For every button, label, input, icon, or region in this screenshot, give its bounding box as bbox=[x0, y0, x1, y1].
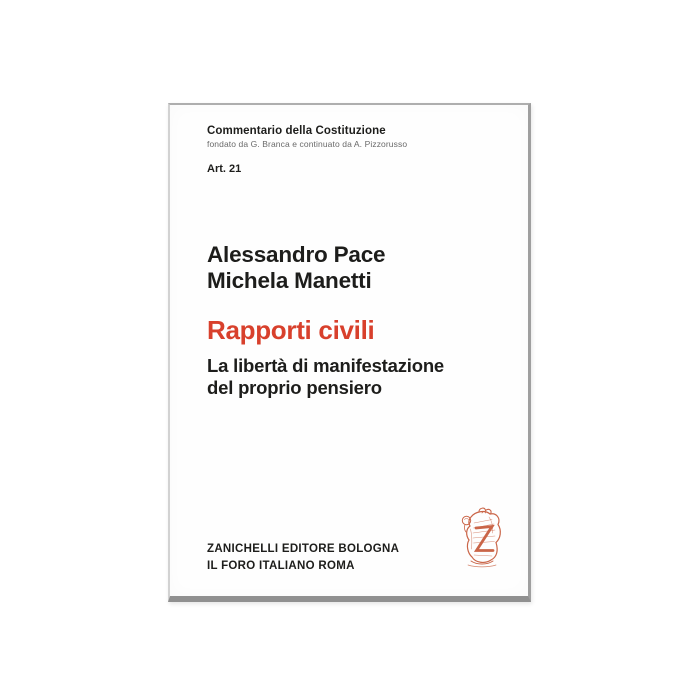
author-name: Michela Manetti bbox=[207, 268, 372, 293]
subtitle-line: del proprio pensiero bbox=[207, 376, 382, 398]
book-subtitle bbox=[207, 355, 444, 398]
book-cover bbox=[168, 103, 531, 602]
subtitle-line: La libertà di manifestazione bbox=[207, 355, 445, 376]
series-title: Commentario della Costituzione bbox=[207, 125, 386, 137]
series-founder-line: fondato da G. Branca e continuato da A. Pizzorusso bbox=[207, 139, 408, 149]
publisher-block bbox=[207, 541, 399, 575]
publisher-line: ZANICHELLI EDITORE BOLOGNA bbox=[207, 543, 400, 555]
publisher-line: IL FORO ITALIANO ROMA bbox=[207, 560, 355, 572]
zanichelli-emblem-icon bbox=[459, 504, 503, 570]
authors-block bbox=[207, 242, 385, 294]
book-title: Rapporti civili bbox=[207, 315, 375, 345]
series-block bbox=[207, 125, 407, 175]
author-name: Alessandro Pace bbox=[207, 242, 386, 267]
article-number: Art. 21 bbox=[207, 163, 242, 175]
